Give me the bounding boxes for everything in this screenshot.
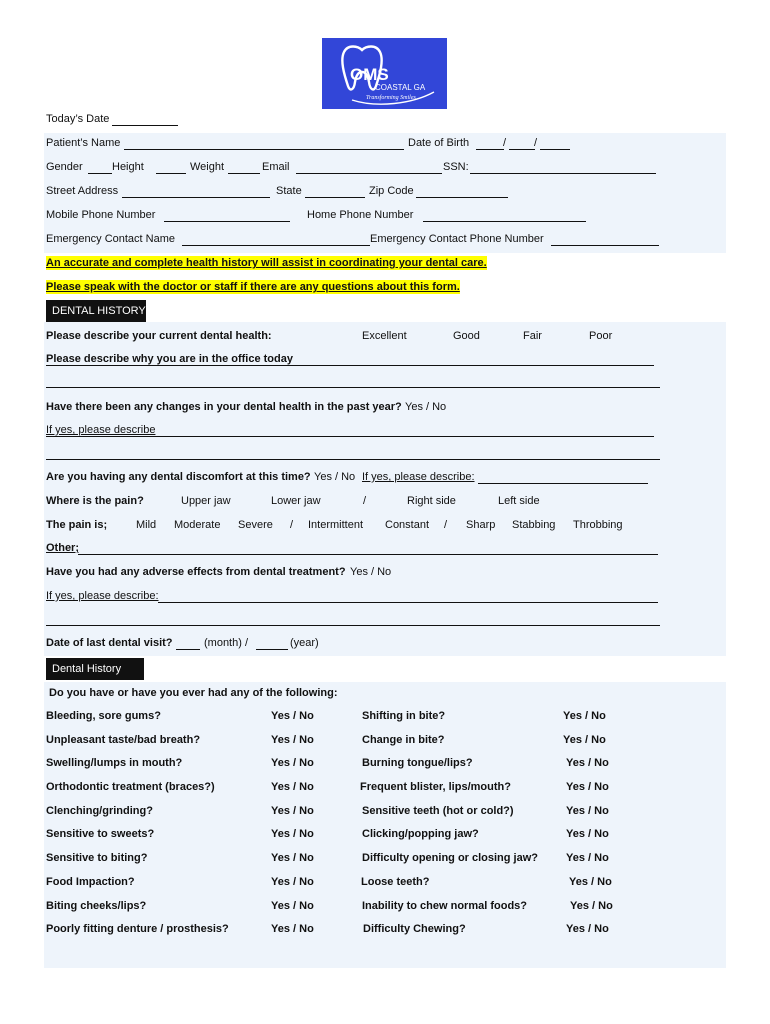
condition-label: Inability to chew normal foods? [362, 900, 528, 912]
condition-label: Difficulty opening or closing jaw? [362, 852, 539, 864]
condition-label: Bleeding, sore gums? [46, 710, 161, 722]
email-field[interactable] [296, 173, 442, 174]
pain-severe[interactable]: Severe [238, 519, 273, 531]
condition-yes-no[interactable]: Yes / No [566, 757, 609, 769]
gender-field[interactable] [88, 173, 112, 174]
mobile-field[interactable] [164, 221, 290, 222]
emergency-name-label: Emergency Contact Name [46, 233, 175, 245]
section-dental-history-2-title: Dental History [52, 663, 122, 675]
changes-describe-label: If yes, please describe [46, 424, 156, 436]
changes-yes-no[interactable]: Yes / No [405, 401, 447, 413]
condition-label: Clicking/popping jaw? [362, 828, 479, 840]
last-visit-year-label: (year) [290, 637, 319, 649]
condition-yes-no[interactable]: Yes / No [566, 781, 609, 793]
height-field[interactable] [156, 173, 186, 174]
logo-brand: OMS [350, 65, 389, 84]
gender-label: Gender [46, 161, 83, 173]
last-visit-month-field[interactable] [176, 649, 200, 650]
weight-field[interactable] [228, 173, 260, 174]
changes-describe-field-2[interactable] [46, 459, 660, 460]
adverse-describe-field-1[interactable] [158, 602, 658, 603]
condition-label: Burning tongue/lips? [362, 757, 473, 769]
dob-day-field[interactable] [509, 149, 535, 150]
condition-yes-no[interactable]: Yes / No [271, 710, 314, 722]
state-label: State [276, 185, 302, 197]
other-label: Other; [46, 542, 79, 554]
discomfort-question: Are you having any dental discomfort at this time? [46, 471, 311, 483]
condition-label: Biting cheeks/lips? [46, 900, 147, 912]
where-pain-question: Where is the pain? [46, 495, 144, 507]
condition-yes-no[interactable]: Yes / No [271, 900, 314, 912]
where-separator: / [363, 495, 367, 507]
ssn-label: SSN: [443, 161, 469, 173]
changes-question: Have there been any changes in your dental health in the past year? [46, 401, 402, 413]
state-field[interactable] [305, 197, 365, 198]
condition-label: Loose teeth? [361, 876, 430, 888]
dob-slash-2: / [534, 137, 538, 149]
pain-constant[interactable]: Constant [385, 519, 430, 531]
condition-label: Sensitive to sweets? [46, 828, 155, 840]
condition-label: Poorly fitting denture / prosthesis? [46, 923, 229, 935]
why-office-field-2[interactable] [46, 387, 660, 388]
condition-label: Food Impaction? [46, 876, 135, 888]
pain-separator-1: / [290, 519, 294, 531]
discomfort-describe-label: If yes, please describe: [362, 471, 475, 483]
condition-yes-no[interactable]: Yes / No [570, 900, 613, 912]
emergency-phone-field[interactable] [551, 245, 659, 246]
condition-yes-no[interactable]: Yes / No [569, 876, 612, 888]
condition-yes-no[interactable]: Yes / No [271, 828, 314, 840]
where-right-side[interactable]: Right side [407, 495, 456, 507]
section-dental-history-title: DENTAL HISTORY [52, 305, 146, 317]
condition-label: Difficulty Chewing? [363, 923, 466, 935]
condition-yes-no[interactable]: Yes / No [566, 852, 609, 864]
pain-throbbing[interactable]: Throbbing [573, 519, 623, 531]
rating-good[interactable]: Good [453, 330, 480, 342]
condition-yes-no[interactable]: Yes / No [271, 781, 314, 793]
street-field[interactable] [122, 197, 270, 198]
zip-field[interactable] [416, 197, 508, 198]
condition-yes-no[interactable]: Yes / No [563, 710, 606, 722]
pain-mild[interactable]: Mild [136, 519, 157, 531]
adverse-describe-label: If yes, please describe: [46, 590, 159, 602]
rating-poor[interactable]: Poor [589, 330, 613, 342]
where-upper-jaw[interactable]: Upper jaw [181, 495, 231, 507]
weight-label: Weight [190, 161, 225, 173]
dob-slash-1: / [503, 137, 507, 149]
section-dental-history-2-header [46, 658, 144, 680]
condition-label: Change in bite? [362, 734, 445, 746]
why-office-question: Please describe why you are in the office today [46, 353, 293, 365]
where-left-side[interactable]: Left side [498, 495, 540, 507]
mobile-label: Mobile Phone Number [46, 209, 156, 221]
pain-moderate[interactable]: Moderate [174, 519, 221, 531]
notice-accurate-history: An accurate and complete health history will assist in coordinating your dental care. [46, 257, 487, 269]
dob-month-field[interactable] [476, 149, 504, 150]
height-label: Height [112, 161, 144, 173]
pain-is-question: The pain is; [46, 519, 108, 531]
practice-logo [322, 38, 447, 109]
condition-label: Sensitive to biting? [46, 852, 148, 864]
condition-yes-no[interactable]: Yes / No [271, 757, 314, 769]
last-visit-year-field[interactable] [256, 649, 288, 650]
condition-label: Orthodontic treatment (braces?) [46, 781, 215, 793]
patient-name-label: Patient’s Name [46, 137, 121, 149]
email-label: Email [262, 161, 290, 173]
section-dental-history-header [46, 300, 146, 322]
condition-label: Shifting in bite? [362, 710, 446, 722]
condition-yes-no[interactable]: Yes / No [271, 876, 314, 888]
logo-tagline: Transforming Smiles [366, 95, 416, 101]
pain-separator-2: / [444, 519, 448, 531]
zip-label: Zip Code [369, 185, 414, 197]
dob-year-field[interactable] [540, 149, 570, 150]
condition-yes-no[interactable]: Yes / No [566, 805, 609, 817]
condition-yes-no[interactable]: Yes / No [271, 734, 314, 746]
changes-describe-field-1[interactable] [46, 436, 654, 437]
condition-label: Frequent blister, lips/mouth? [360, 781, 511, 793]
pain-intermittent[interactable]: Intermittent [308, 519, 364, 531]
emergency-phone-label: Emergency Contact Phone Number [370, 233, 544, 245]
why-office-field-1[interactable] [46, 365, 654, 366]
emergency-name-field[interactable] [182, 245, 370, 246]
patient-name-field[interactable] [124, 149, 404, 150]
condition-label: Unpleasant taste/bad breath? [46, 734, 201, 746]
current-health-question: Please describe your current dental health: [46, 330, 272, 342]
condition-yes-no[interactable]: Yes / No [271, 805, 314, 817]
condition-yes-no[interactable]: Yes / No [271, 852, 314, 864]
condition-label: Sensitive teeth (hot or cold?) [362, 805, 514, 817]
discomfort-describe-field[interactable] [478, 483, 648, 484]
where-lower-jaw[interactable]: Lower jaw [271, 495, 321, 507]
condition-yes-no[interactable]: Yes / No [566, 923, 609, 935]
ssn-field[interactable] [470, 173, 656, 174]
pain-stabbing[interactable]: Stabbing [512, 519, 556, 531]
adverse-yes-no[interactable]: Yes / No [350, 566, 392, 578]
condition-label: Swelling/lumps in mouth? [46, 757, 183, 769]
home-phone-label: Home Phone Number [307, 209, 414, 221]
condition-label: Clenching/grinding? [46, 805, 153, 817]
rating-fair[interactable]: Fair [523, 330, 542, 342]
last-visit-question: Date of last dental visit? [46, 637, 173, 649]
dob-label: Date of Birth [408, 137, 470, 149]
adverse-describe-field-2[interactable] [46, 625, 660, 626]
home-phone-field[interactable] [423, 221, 586, 222]
dental-questions-panel [44, 322, 726, 656]
logo-region: COASTAL GA [375, 83, 426, 92]
discomfort-yes-no[interactable]: Yes / No [314, 471, 356, 483]
todays-date-field[interactable] [112, 125, 178, 126]
condition-yes-no[interactable]: Yes / No [563, 734, 606, 746]
adverse-question: Have you had any adverse effects from dental treatment? [46, 566, 346, 578]
rating-excellent[interactable]: Excellent [362, 330, 407, 342]
other-field[interactable] [78, 554, 658, 555]
condition-yes-no[interactable]: Yes / No [566, 828, 609, 840]
todays-date-label: Today’s Date [46, 113, 110, 125]
checklist-question: Do you have or have you ever had any of the following: [49, 687, 338, 699]
pain-sharp[interactable]: Sharp [466, 519, 496, 531]
street-label: Street Address [46, 185, 119, 197]
notice-speak-doctor: Please speak with the doctor or staff if there are any questions about this form. [46, 281, 460, 293]
condition-yes-no[interactable]: Yes / No [271, 923, 314, 935]
last-visit-month-label: (month) / [204, 637, 249, 649]
